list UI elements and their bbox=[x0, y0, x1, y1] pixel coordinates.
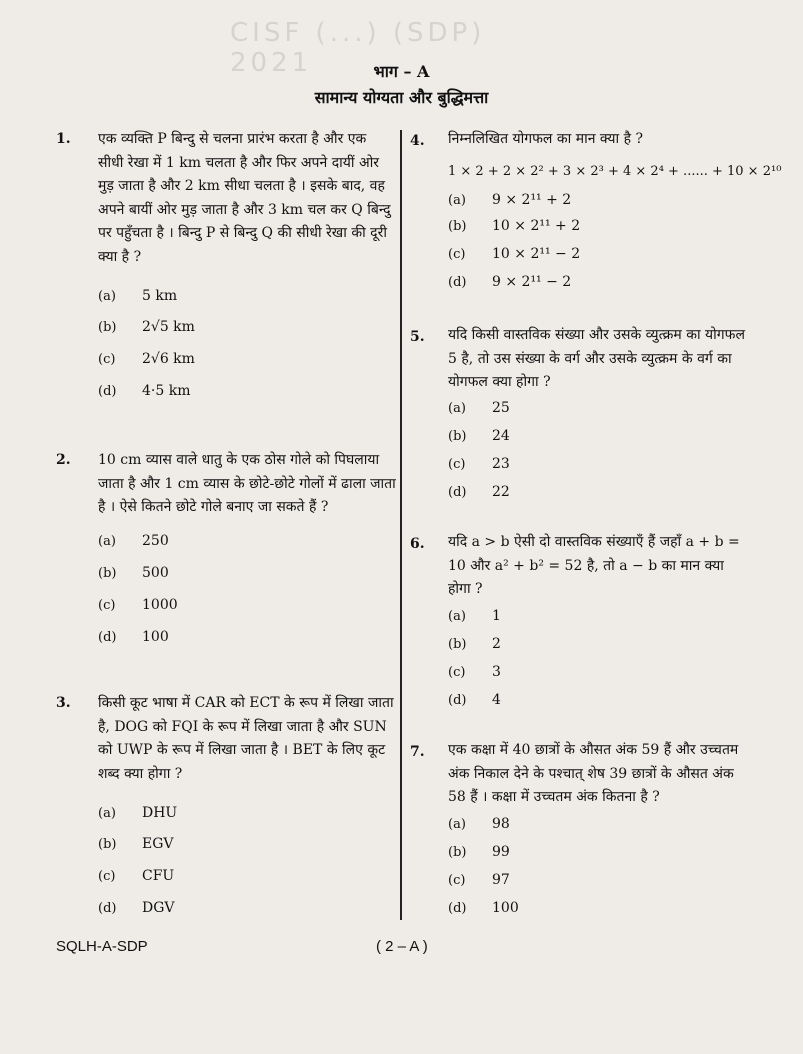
option-label: (d) bbox=[448, 485, 467, 500]
question-text: किसी कूट भाषा में CAR को ECT के रूप में लिखा जाता है, DOG को FQI के रूप में लिखा जाता है और SUN को UWP के रूप में लिखा जाता है । BET के लिए कूट शब्द क्या होगा ? bbox=[98, 695, 394, 782]
option-a bbox=[448, 816, 510, 836]
option-text: 99 bbox=[492, 844, 510, 860]
option-text: 1 bbox=[492, 608, 501, 624]
option-a bbox=[448, 192, 571, 212]
question-text: यदि किसी वास्तविक संख्या और उसके व्युत्क्रम का योगफल 5 है, तो उस संख्या के वर्ग और उसके व्युत्क्रम के वर्ग का योगफल क्या होगा ? bbox=[448, 327, 745, 390]
option-text: 3 bbox=[492, 664, 501, 680]
option-label: (b) bbox=[448, 429, 467, 444]
option-label: (c) bbox=[448, 247, 466, 262]
option-label: (d) bbox=[448, 275, 467, 290]
section-title: सामान्य योग्यता और बुद्धिमत्ता bbox=[314, 88, 489, 107]
question-text: निम्नलिखित योगफल का मान क्या है ? bbox=[448, 131, 643, 147]
option-a bbox=[98, 288, 177, 308]
option-b bbox=[98, 836, 174, 856]
option-text: DHU bbox=[142, 805, 178, 821]
option-label: (d) bbox=[448, 901, 467, 916]
option-label: (a) bbox=[98, 534, 116, 549]
option-b bbox=[448, 218, 580, 238]
question-number: 4. bbox=[410, 133, 425, 149]
option-b bbox=[448, 428, 510, 448]
question-text: एक कक्षा में 40 छात्रों के औसत अंक 59 हैं और उच्चतम अंक निकाल देने के पश्चात् शेष 39 छात्रों के औसत अंक 58 हैं । कक्षा में उच्चतम अंक कितना है ? bbox=[448, 742, 739, 805]
question-number: 5. bbox=[410, 329, 425, 345]
option-b bbox=[448, 636, 501, 656]
option-a bbox=[98, 533, 169, 553]
series-expression: 1 × 2 + 2 × 2² + 3 × 2³ + 4 × 2⁴ + ...... + 10 × 2¹⁰ bbox=[448, 164, 782, 179]
option-d bbox=[98, 383, 190, 403]
option-text: 1000 bbox=[142, 597, 178, 613]
option-d bbox=[448, 274, 571, 294]
option-label: (c) bbox=[448, 457, 466, 472]
option-label: (c) bbox=[448, 665, 466, 680]
option-label: (c) bbox=[98, 352, 116, 367]
option-label: (c) bbox=[98, 598, 116, 613]
column-divider bbox=[400, 130, 402, 920]
question-number: 7. bbox=[410, 744, 425, 760]
option-text: 100 bbox=[492, 900, 519, 916]
option-label: (d) bbox=[448, 693, 467, 708]
option-label: (b) bbox=[448, 637, 467, 652]
section-part-label: भाग – A bbox=[373, 62, 430, 81]
option-text: 22 bbox=[492, 484, 510, 500]
option-label: (d) bbox=[98, 384, 117, 399]
option-label: (c) bbox=[98, 869, 116, 884]
option-label: (a) bbox=[448, 401, 466, 416]
option-text: 250 bbox=[142, 533, 169, 549]
option-text: 2√6 km bbox=[142, 351, 195, 367]
option-text: 100 bbox=[142, 629, 169, 645]
option-text: 9 × 2¹¹ − 2 bbox=[492, 274, 572, 290]
option-label: (d) bbox=[98, 630, 117, 645]
option-text: 10 × 2¹¹ − 2 bbox=[492, 246, 581, 262]
option-label: (b) bbox=[98, 566, 117, 581]
option-label: (a) bbox=[448, 817, 466, 832]
option-text: 25 bbox=[492, 400, 510, 416]
option-label: (b) bbox=[448, 845, 467, 860]
option-c bbox=[448, 246, 580, 266]
option-text: 97 bbox=[492, 872, 510, 888]
option-label: (a) bbox=[448, 609, 466, 624]
option-label: (a) bbox=[98, 806, 116, 821]
option-label: (a) bbox=[448, 193, 466, 208]
option-text: 500 bbox=[142, 565, 169, 581]
option-a bbox=[98, 805, 177, 825]
option-label: (b) bbox=[98, 837, 117, 852]
option-a bbox=[448, 400, 510, 420]
option-text: 9 × 2¹¹ + 2 bbox=[492, 192, 572, 208]
question-number: 1. bbox=[56, 131, 71, 147]
option-b bbox=[448, 844, 510, 864]
option-text: 10 × 2¹¹ + 2 bbox=[492, 218, 581, 234]
option-d bbox=[98, 900, 175, 920]
question-number: 6. bbox=[410, 536, 425, 552]
question-number: 3. bbox=[56, 695, 71, 711]
option-label: (b) bbox=[98, 320, 117, 335]
option-c bbox=[98, 351, 195, 371]
question-text: यदि a > b ऐसी दो वास्तविक संख्याएँ हैं जहाँ a + b = 10 और a² + b² = 52 है, तो a − b का मान क्या होगा ? bbox=[448, 534, 740, 597]
option-d bbox=[448, 692, 501, 712]
option-b bbox=[98, 319, 195, 339]
option-d bbox=[98, 629, 169, 649]
option-label: (d) bbox=[98, 901, 117, 916]
option-label: (c) bbox=[448, 873, 466, 888]
question-text: 10 cm व्यास वाले धातु के एक ठोस गोले को पिघलाया जाता है और 1 cm व्यास के छोटे-छोटे गोलों में ढाला जाता है । ऐसे कितने छोटे गोले बनाए जा सकते हैं ? bbox=[98, 452, 396, 515]
question-number: 2. bbox=[56, 452, 71, 468]
booklet-code: SQLH-A-SDP bbox=[56, 938, 148, 955]
option-text: 23 bbox=[492, 456, 510, 472]
option-c bbox=[98, 597, 178, 617]
option-c bbox=[98, 868, 174, 888]
option-d bbox=[448, 484, 510, 504]
option-text: 5 km bbox=[142, 288, 178, 304]
option-text: CFU bbox=[142, 868, 175, 884]
option-text: EGV bbox=[142, 836, 174, 852]
option-text: 2 bbox=[492, 636, 501, 652]
option-text: DGV bbox=[142, 900, 175, 916]
option-text: 4 bbox=[492, 692, 501, 708]
option-label: (a) bbox=[98, 289, 116, 304]
option-text: 2√5 km bbox=[142, 319, 195, 335]
page-number: ( 2 – A ) bbox=[376, 938, 428, 955]
option-label: (b) bbox=[448, 219, 467, 234]
question-text: एक व्यक्ति P बिन्दु से चलना प्रारंभ करता है और एक सीधी रेखा में 1 km चलता है और फिर अपने दायीं ओर मुड़ जाता है और 2 km सीधा चलता है । इसके बाद, वह अपने बायीं ओर मुड़ जाता है और 3 km चल कर Q बिन्दु पर पहुँचता है । बिन्दु P से बिन्दु Q की सीधी रेखा की दूरी क्या है ? bbox=[98, 131, 391, 265]
option-c bbox=[448, 872, 510, 892]
option-c bbox=[448, 456, 510, 476]
option-text: 4·5 km bbox=[142, 383, 191, 399]
option-text: 24 bbox=[492, 428, 510, 444]
option-b bbox=[98, 565, 169, 585]
option-text: 98 bbox=[492, 816, 510, 832]
option-c bbox=[448, 664, 501, 684]
bleed-through-text: CISF (...) (SDP) 2021 bbox=[230, 18, 486, 78]
option-a bbox=[448, 608, 501, 628]
option-d bbox=[448, 900, 519, 920]
